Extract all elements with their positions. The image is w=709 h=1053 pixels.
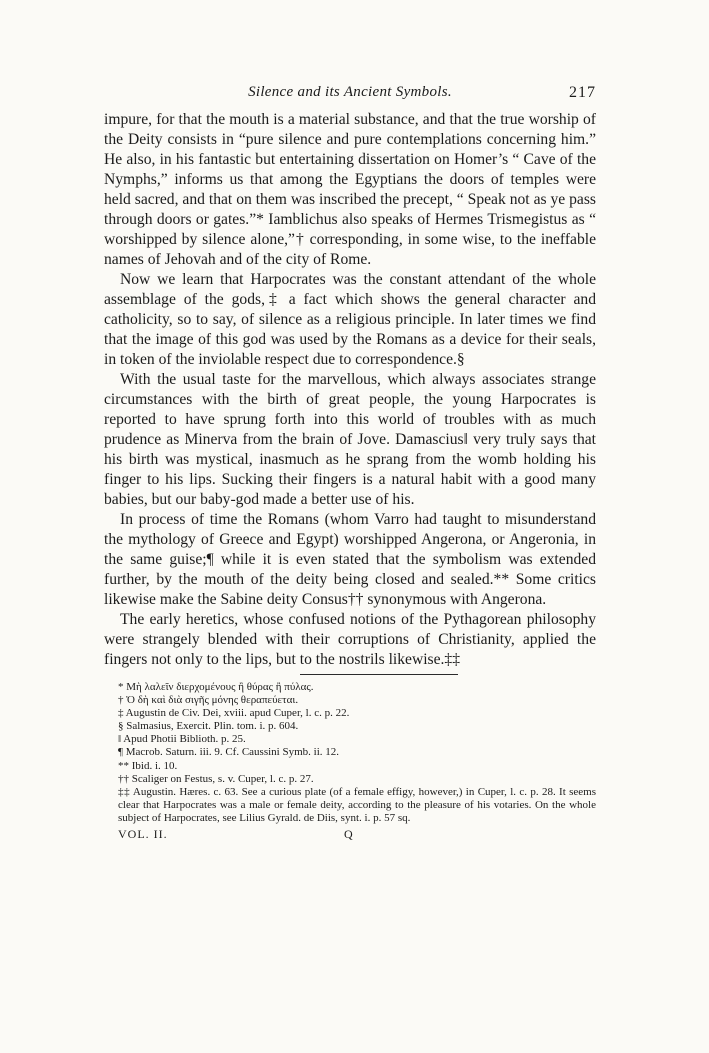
footnote-divider: [300, 674, 458, 675]
footnote-2: † Ὁ δὴ καὶ διὰ σιγῆς μόνης θεραπεύεται.: [118, 694, 299, 707]
running-title: Silence and its Ancient Symbols.: [248, 84, 452, 100]
page-number: 217: [569, 84, 596, 101]
footnote-1: * Μὴ λαλεῖν διερχομένους ἢ θύρας ἢ πύλας.: [118, 681, 314, 693]
footnote-4: § Salmasius, Exercit. Plin. tom. i. p. 604.: [118, 720, 299, 733]
volume-mark: VOL. II.: [118, 827, 168, 842]
page-footer: [104, 827, 596, 843]
footnote-6: ¶ Macrob. Saturn. iii. 9. Cf. Caussini Symb. ii. 12.: [118, 746, 340, 759]
footnote-9: ‡‡ Augustin. Hæres. c. 63. See a curious plate (of a female effigy, however,) in Cuper, l. c. p. 28. It seems clear that Harpocrates was a male or female deity, according to the pleasure of his votaries. On the whole subject of Harpocrates, see Lilius Gyrald. de Diis, synt. i. p. 57 sq.: [118, 785, 596, 824]
footnote-8: †† Scaliger on Festus, s. v. Cuper, l. c. p. 27.: [118, 772, 314, 785]
footnotes: [104, 681, 596, 825]
paragraph-4: In process of time the Romans (whom Varro had taught to misunderstand the mythology of Greece and Egypt) worshipped Angerona, or Angeronia, in the same guise;¶ while it is even stated that the symbolism was extended further, by the mouth of the deity being closed and sealed.** Some critics likewise make the Sabine deity Consus†† synonymous with Angerona.: [104, 511, 596, 608]
running-head: [104, 84, 596, 110]
signature-mark: Q: [344, 827, 354, 842]
paragraph-2: Now we learn that Harpocrates was the constant attendant of the whole assemblage of the gods,‡ a fact which shows the general character and catholicity, so to say, of silence as a religious principle. In later times we find that the image of this god was used by the Romans as a device for their seals, in token of the inviolable respect due to correspondence.§: [104, 271, 596, 368]
paragraph-5: The early heretics, whose confused notions of the Pythagorean philosophy were strangely blended with their corruptions of Christianity, applied the fingers not only to the lips, but to the nostrils likewise.‡‡: [104, 611, 596, 668]
footnote-7: ** Ibid. i. 10.: [118, 759, 178, 772]
book-page: [104, 84, 596, 843]
footnote-5: ‖ Apud Photii Biblioth. p. 25.: [118, 733, 246, 746]
paragraph-3: With the usual taste for the marvellous, which always associates strange circumstances with the birth of great people, the young Harpocrates is reported to have sprung forth into this world of troubles with as much prudence as Minerva from the brain of Jove. Damascius‖ very truly says that his birth was mystical, inasmuch as he sprang from the womb holding his finger to his lips. Sucking their fingers is a natural habit with a good many babies, but our baby-god made a better use of his.: [104, 371, 596, 508]
body-text: [104, 110, 596, 670]
footnote-3: ‡ Augustin de Civ. Dei, xviii. apud Cuper, l. c. p. 22.: [118, 707, 350, 720]
paragraph-1: impure, for that the mouth is a material substance, and that the true worship of the Deity consists in “pure silence and pure contemplations concerning him.” He also, in his fantastic but entertaining dissertation on Homer’s “ Cave of the Nymphs,” informs us that among the Egyptians the doors of temples were held sacred, and that on them was inscribed the precept, “ Speak not as ye pass through doors or gates.”* Iamblichus also speaks of Hermes Trismegistus as “ worshipped by silence alone,”† corresponding, in some wise, to the ineffable names of Jehovah and of the city of Rome.: [104, 111, 596, 268]
